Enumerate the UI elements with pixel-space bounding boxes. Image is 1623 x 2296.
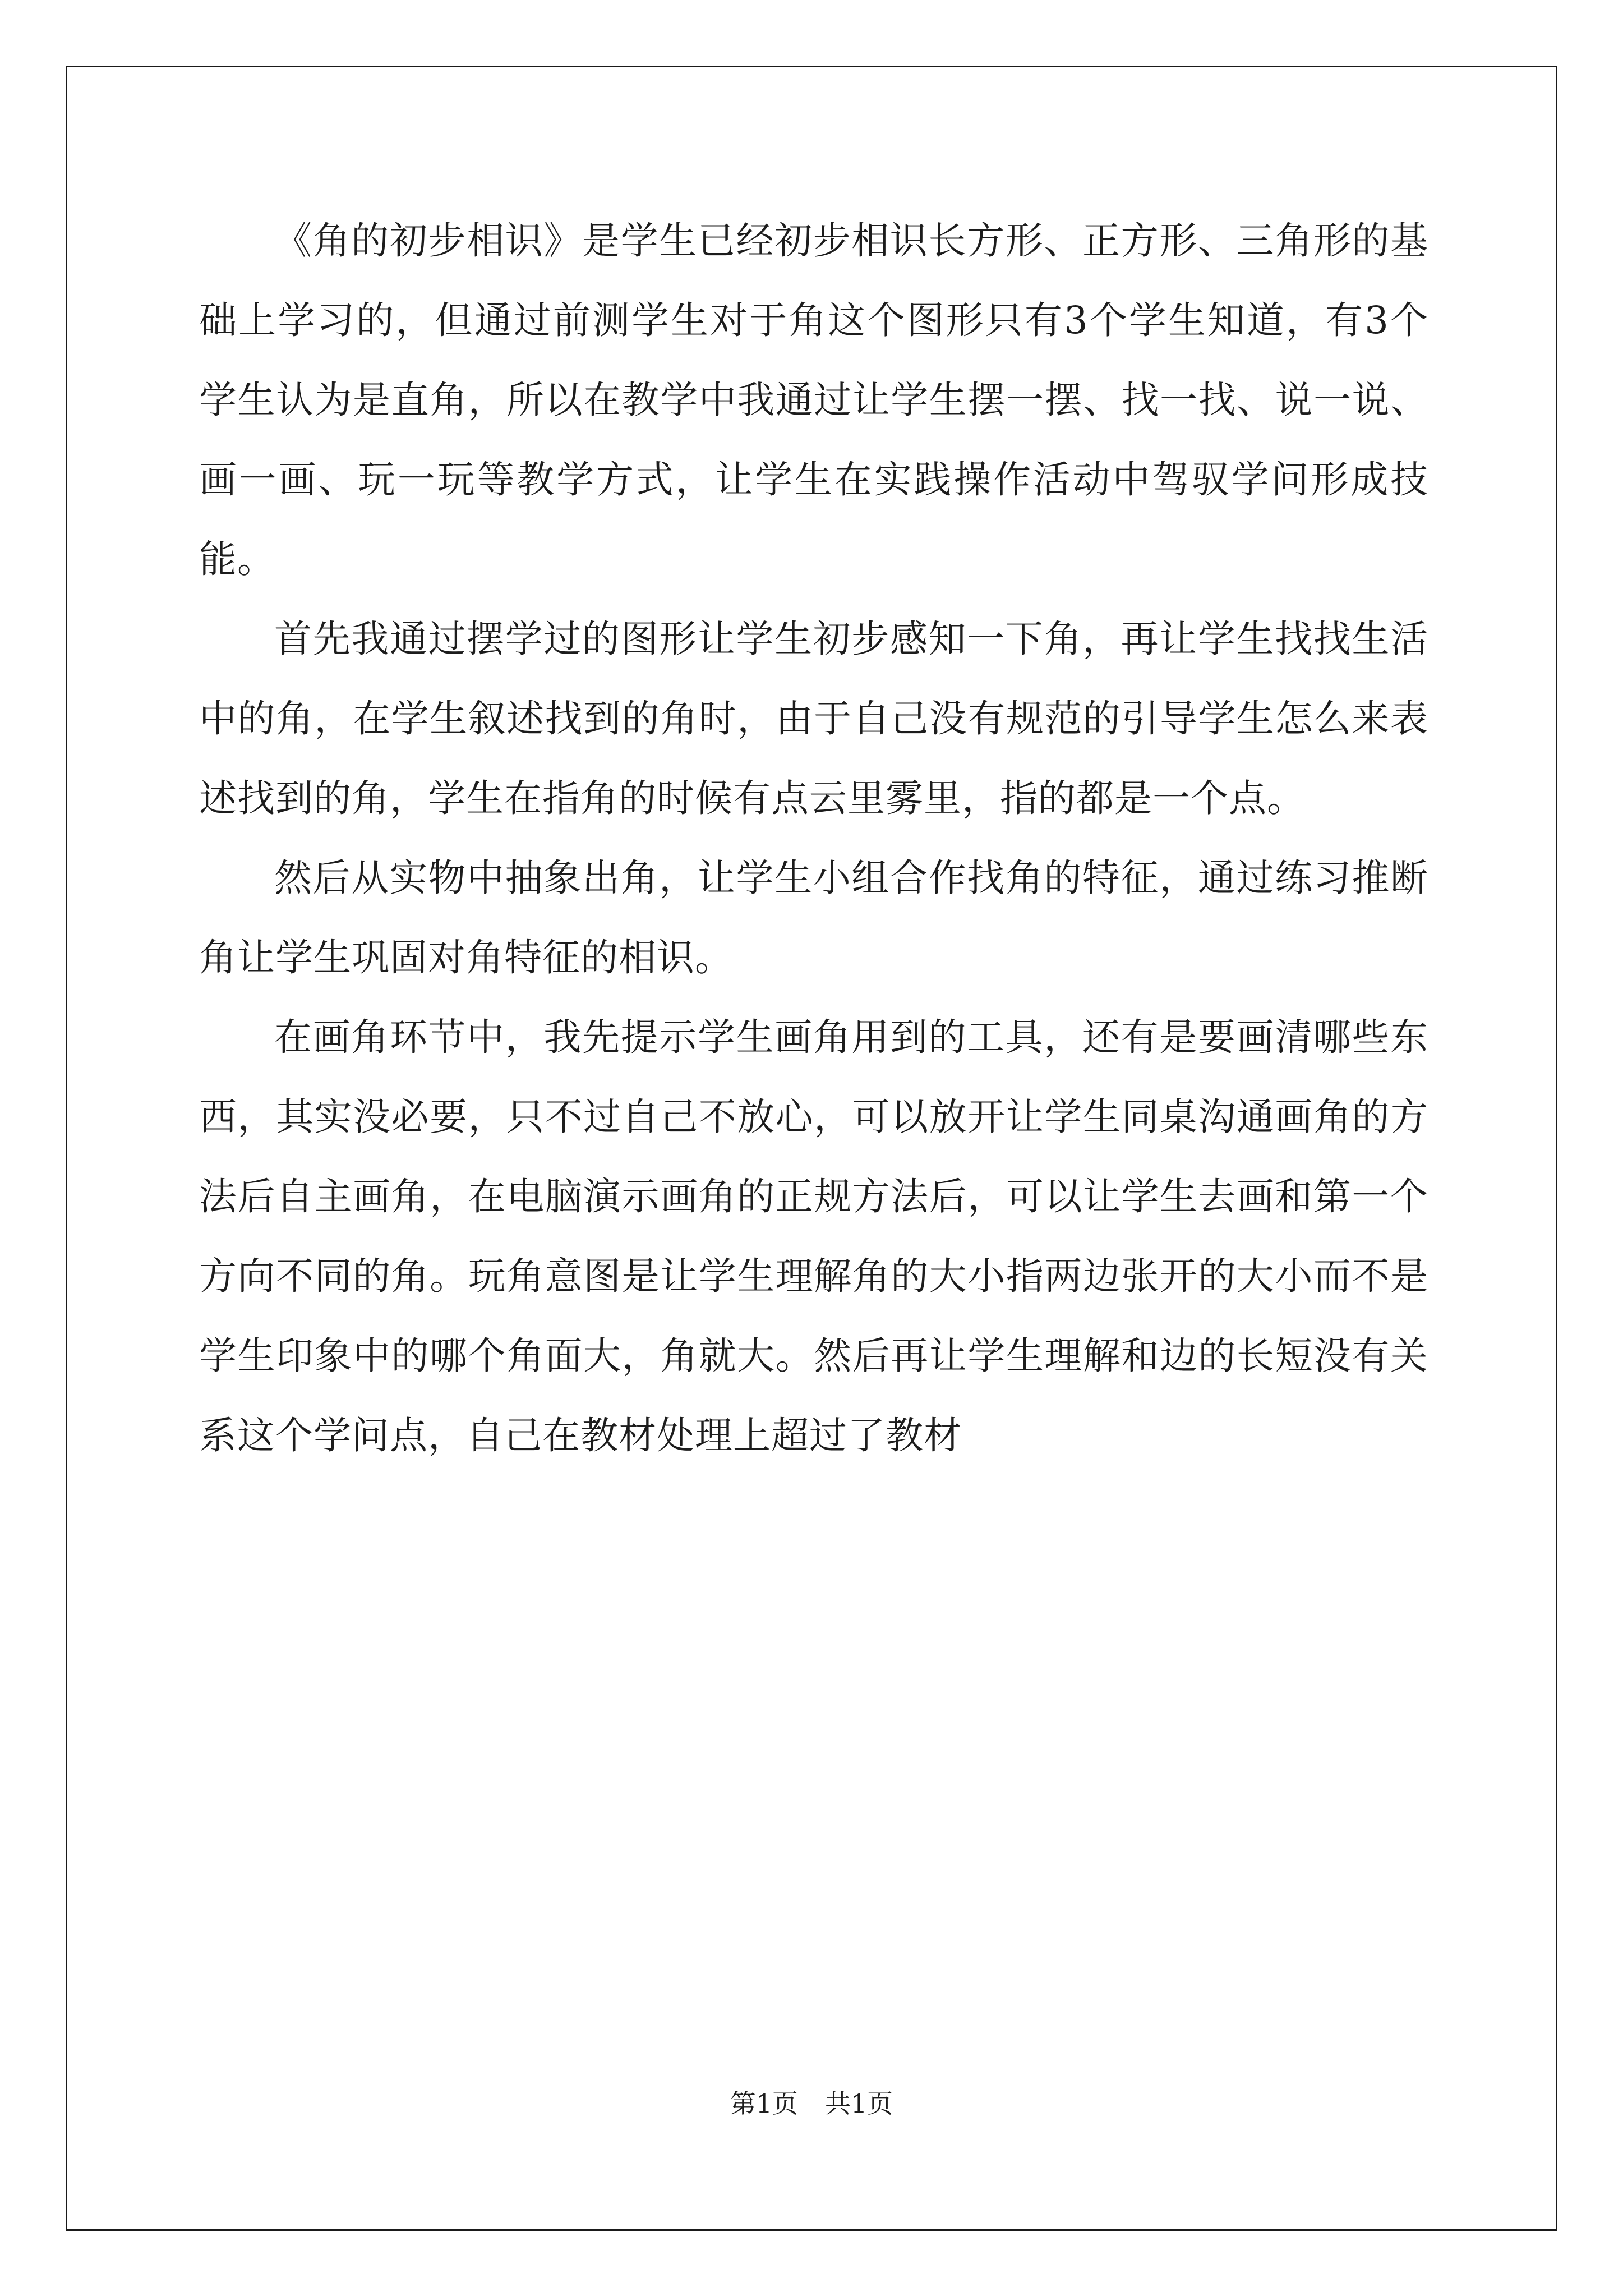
document-body xyxy=(199,201,1428,1475)
page-number: 第1页 xyxy=(730,2088,798,2119)
page-total: 共1页 xyxy=(825,2088,893,2119)
paragraph-4: 在画角环节中，我先提示学生画角用到的工具，还有是要画清哪些东西，其实没必要，只不过自己不放心，可以放开让学生同桌沟通画角的方法后自主画角，在电脑演示画角的正规方法后，可以让学生去画和第一个方向不同的角。玩角意图是让学生理解角的大小指两边张开的大小而不是学生印象中的哪个角面大，角就大。然后再让学生理解和边的长短没有关系这个学问点，自己在教材处理上超过了教材 xyxy=(199,1015,1428,1457)
paragraph-3: 然后从实物中抽象出角，让学生小组合作找角的特征，通过练习推断角让学生巩固对角特征的相识。 xyxy=(199,856,1428,979)
paragraph-1: 《角的初步相识》是学生已经初步相识长方形、正方形、三角形的基础上学习的，但通过前测学生对于角这个图形只有3个学生知道，有3个学生认为是直角，所以在教学中我通过让学生摆一摆、找一找、说一说、画一画、玩一玩等教学方式，让学生在实践操作活动中驾驭学问形成技能。 xyxy=(199,219,1428,581)
paragraph-2: 首先我通过摆学过的图形让学生初步感知一下角，再让学生找找生活中的角，在学生叙述找到的角时，由于自己没有规范的引导学生怎么来表述找到的角，学生在指角的时候有点云里雾里，指的都是一个点。 xyxy=(199,617,1428,820)
page-footer xyxy=(0,2088,1623,2119)
